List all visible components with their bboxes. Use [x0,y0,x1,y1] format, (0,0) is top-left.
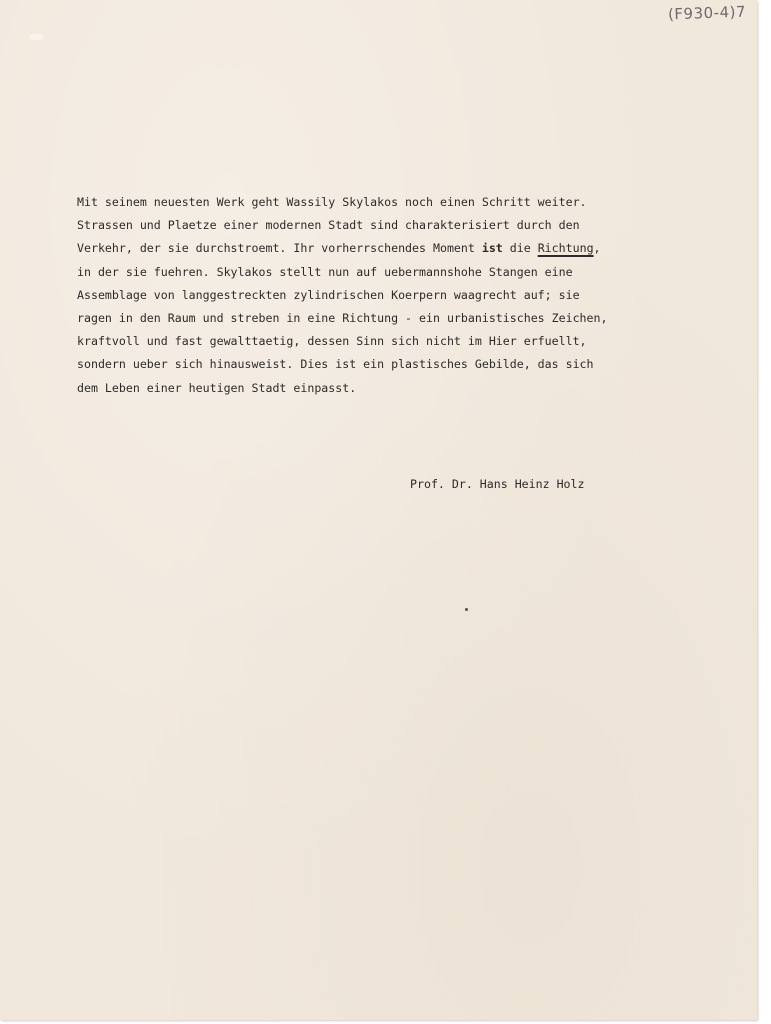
text-line: Assemblage von langgestreckten zylindrischen Koerpern waagrecht auf; sie [77,287,580,302]
text-segment: die [502,241,538,256]
text-line: Strassen und Plaetze einer modernen Stadt sind charakterisiert durch den [77,218,580,233]
underlined-word: Richtung [537,241,594,256]
text-line: kraftvoll und fast gewalttaetig, dessen Sinn sich nicht im Hier erfuellt, [77,334,587,349]
text-segment: , [593,241,601,256]
ink-speck [465,608,468,611]
paper-damage-mark [30,34,44,40]
body-paragraph [77,191,677,400]
text-line [77,237,677,260]
archive-number: (F930-4)7 [667,2,747,24]
text-line: sondern ueber sich hinausweist. Dies ist ein plastisches Gebilde, das sich [77,357,594,372]
text-segment: Verkehr, der sie durchstroemt. Ihr vorherrschendes Moment [77,241,482,256]
author-signature-line: Prof. Dr. Hans Heinz Holz [410,477,585,491]
text-line: in der sie fuehren. Skylakos stellt nun auf uebermannshohe Stangen eine [77,264,573,279]
text-line: Mit seinem neuesten Werk geht Wassily Skylakos noch einen Schritt weiter. [77,195,587,209]
emphasized-word: ist [481,241,503,256]
text-line: ragen in den Raum und streben in eine Richtung - ein urbanistisches Zeichen, [77,311,608,326]
text-line: dem Leben einer heutigen Stadt einpasst. [77,380,357,395]
